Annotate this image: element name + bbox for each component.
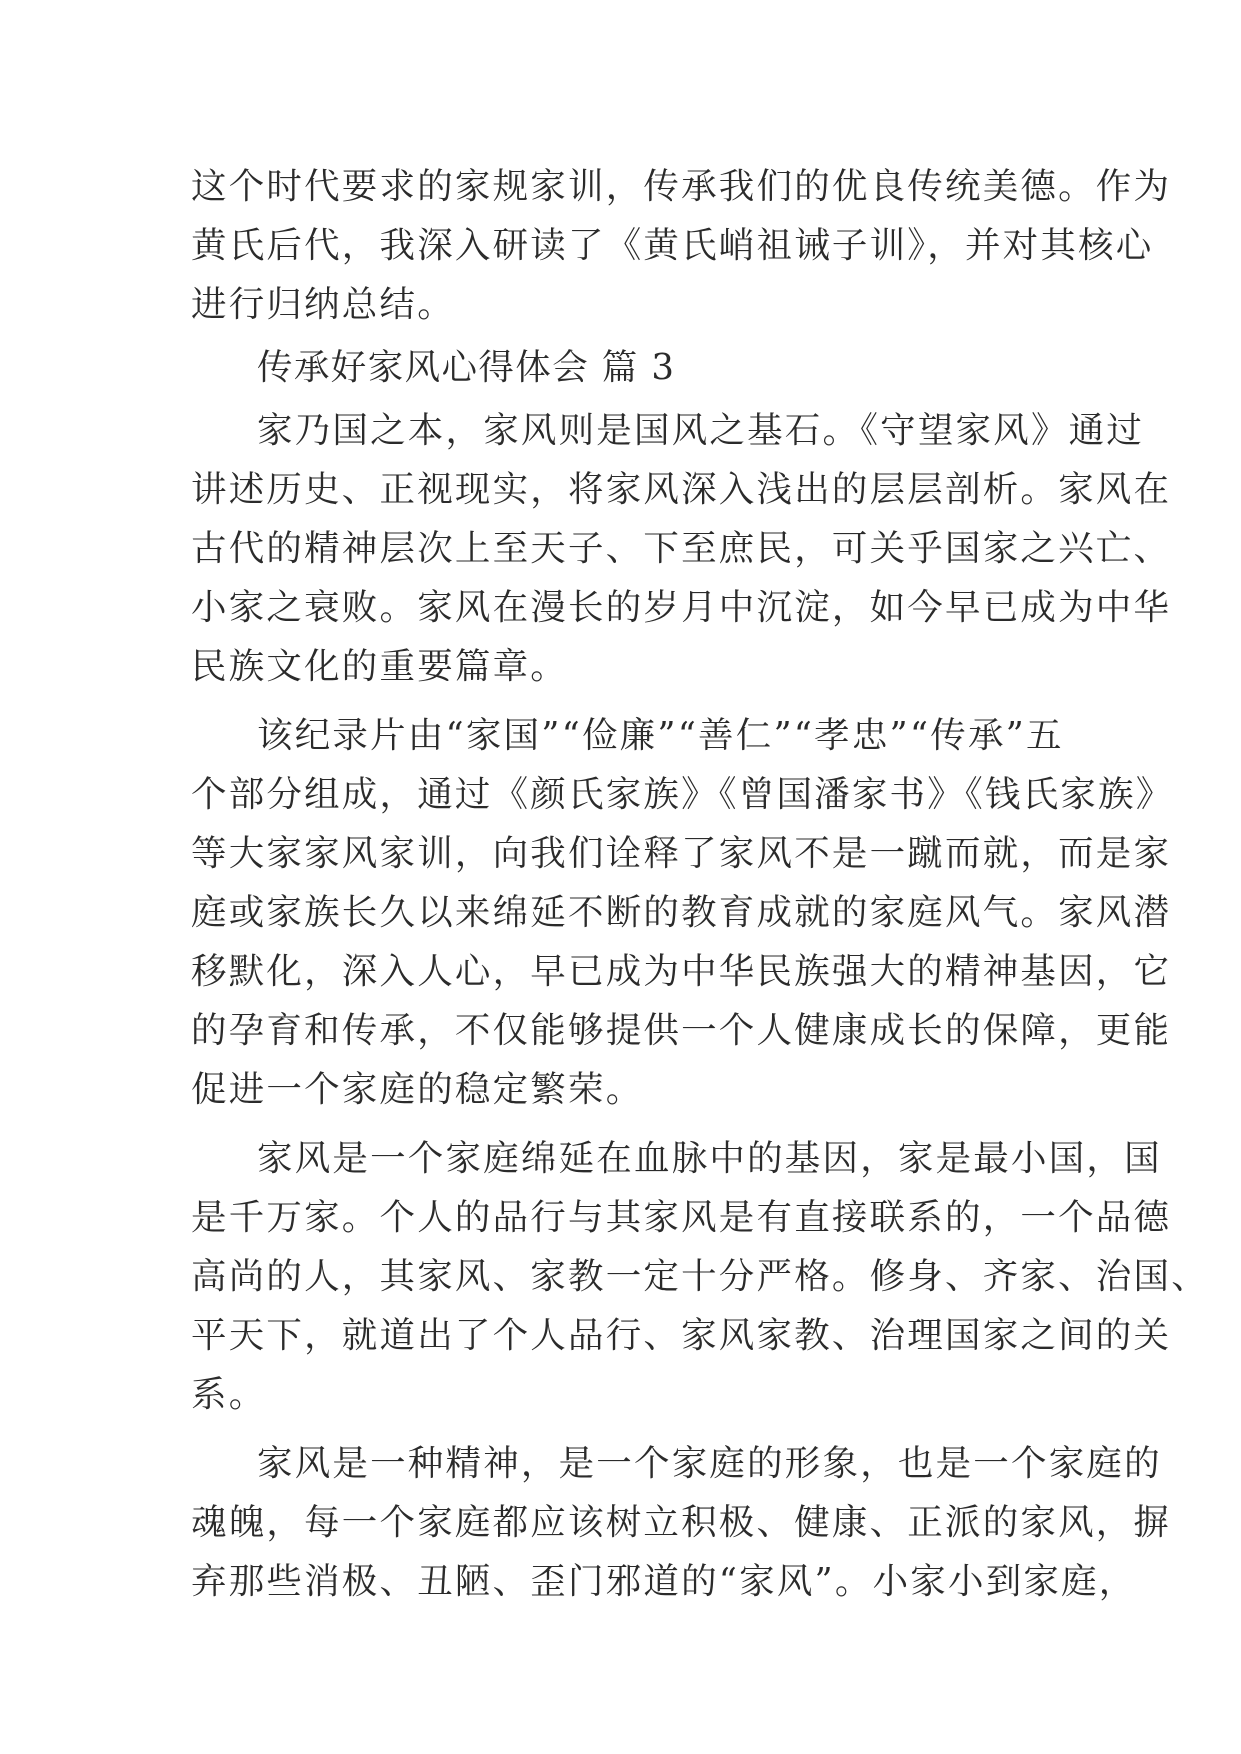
paragraph-1	[191, 401, 1172, 696]
document-body	[191, 157, 1209, 1611]
text-line: 高尚的人，其家风、家教一定十分严格。修身、齐家、治国、	[191, 1256, 1209, 1297]
paragraph-4	[191, 1434, 1172, 1611]
text-line: 个部分组成，通过《颜氏家族》《曾国潘家书》《钱氏家族》	[191, 774, 1174, 815]
text-line: 讲述历史、正视现实，将家风深入浅出的层层剖析。家风在	[191, 469, 1172, 510]
text-line: 移默化，深入人心，早已成为中华民族强大的精神基因，它	[191, 951, 1172, 992]
paragraph-2	[191, 706, 1174, 1119]
text-line: 弃那些消极、丑陋、歪门邪道的“家风”。小家小到家庭，	[191, 1561, 1137, 1602]
paragraph-3	[191, 1129, 1209, 1424]
text-line: 民族文化的重要篇章。	[191, 646, 569, 687]
text-line: 是千万家。个人的品行与其家风是有直接联系的，一个品德	[191, 1197, 1172, 1238]
text-line: 家乃国之本，家风则是国风之基石。《守望家风》通过	[257, 410, 1145, 451]
text-line: 家风是一种精神，是一个家庭的形象，也是一个家庭的	[257, 1443, 1162, 1484]
text-line: 该纪录片由“家国”“俭廉”“善仁”“孝忠”“传承”五	[257, 715, 1064, 756]
text-line: 的孕育和传承，不仅能够提供一个人健康成长的保障，更能	[191, 1010, 1172, 1051]
text-line: 魂魄，每一个家庭都应该树立积极、健康、正派的家风，摒	[191, 1502, 1172, 1543]
text-line: 黄氏后代，我深入研读了《黄氏峭祖诫子训》，并对其核心	[191, 225, 1154, 266]
text-line: 等大家家风家训，向我们诠释了家风不是一蹴而就，而是家	[191, 833, 1172, 874]
text-line: 平天下，就道出了个人品行、家风家教、治理国家之间的关	[191, 1315, 1172, 1356]
text-line: 家风是一个家庭绵延在血脉中的基因，家是最小国，国	[257, 1138, 1162, 1179]
text-line: 庭或家族长久以来绵延不断的教育成就的家庭风气。家风潜	[191, 892, 1172, 933]
text-line: 系。	[191, 1374, 267, 1415]
text-line: 这个时代要求的家规家训，传承我们的优良传统美德。作为	[191, 166, 1172, 207]
text-line: 小家之衰败。家风在漫长的岁月中沉淀，如今早已成为中华	[191, 587, 1172, 628]
section-title: 传承好家风心得体会 篇 3	[257, 347, 676, 388]
text-line: 进行归纳总结。	[191, 284, 455, 325]
text-line: 促进一个家庭的稳定繁荣。	[191, 1069, 644, 1110]
text-line: 古代的精神层次上至天子、下至庶民，可关乎国家之兴亡、	[191, 528, 1172, 569]
paragraph-intro-continuation	[191, 157, 1172, 334]
section-heading	[191, 338, 1071, 397]
